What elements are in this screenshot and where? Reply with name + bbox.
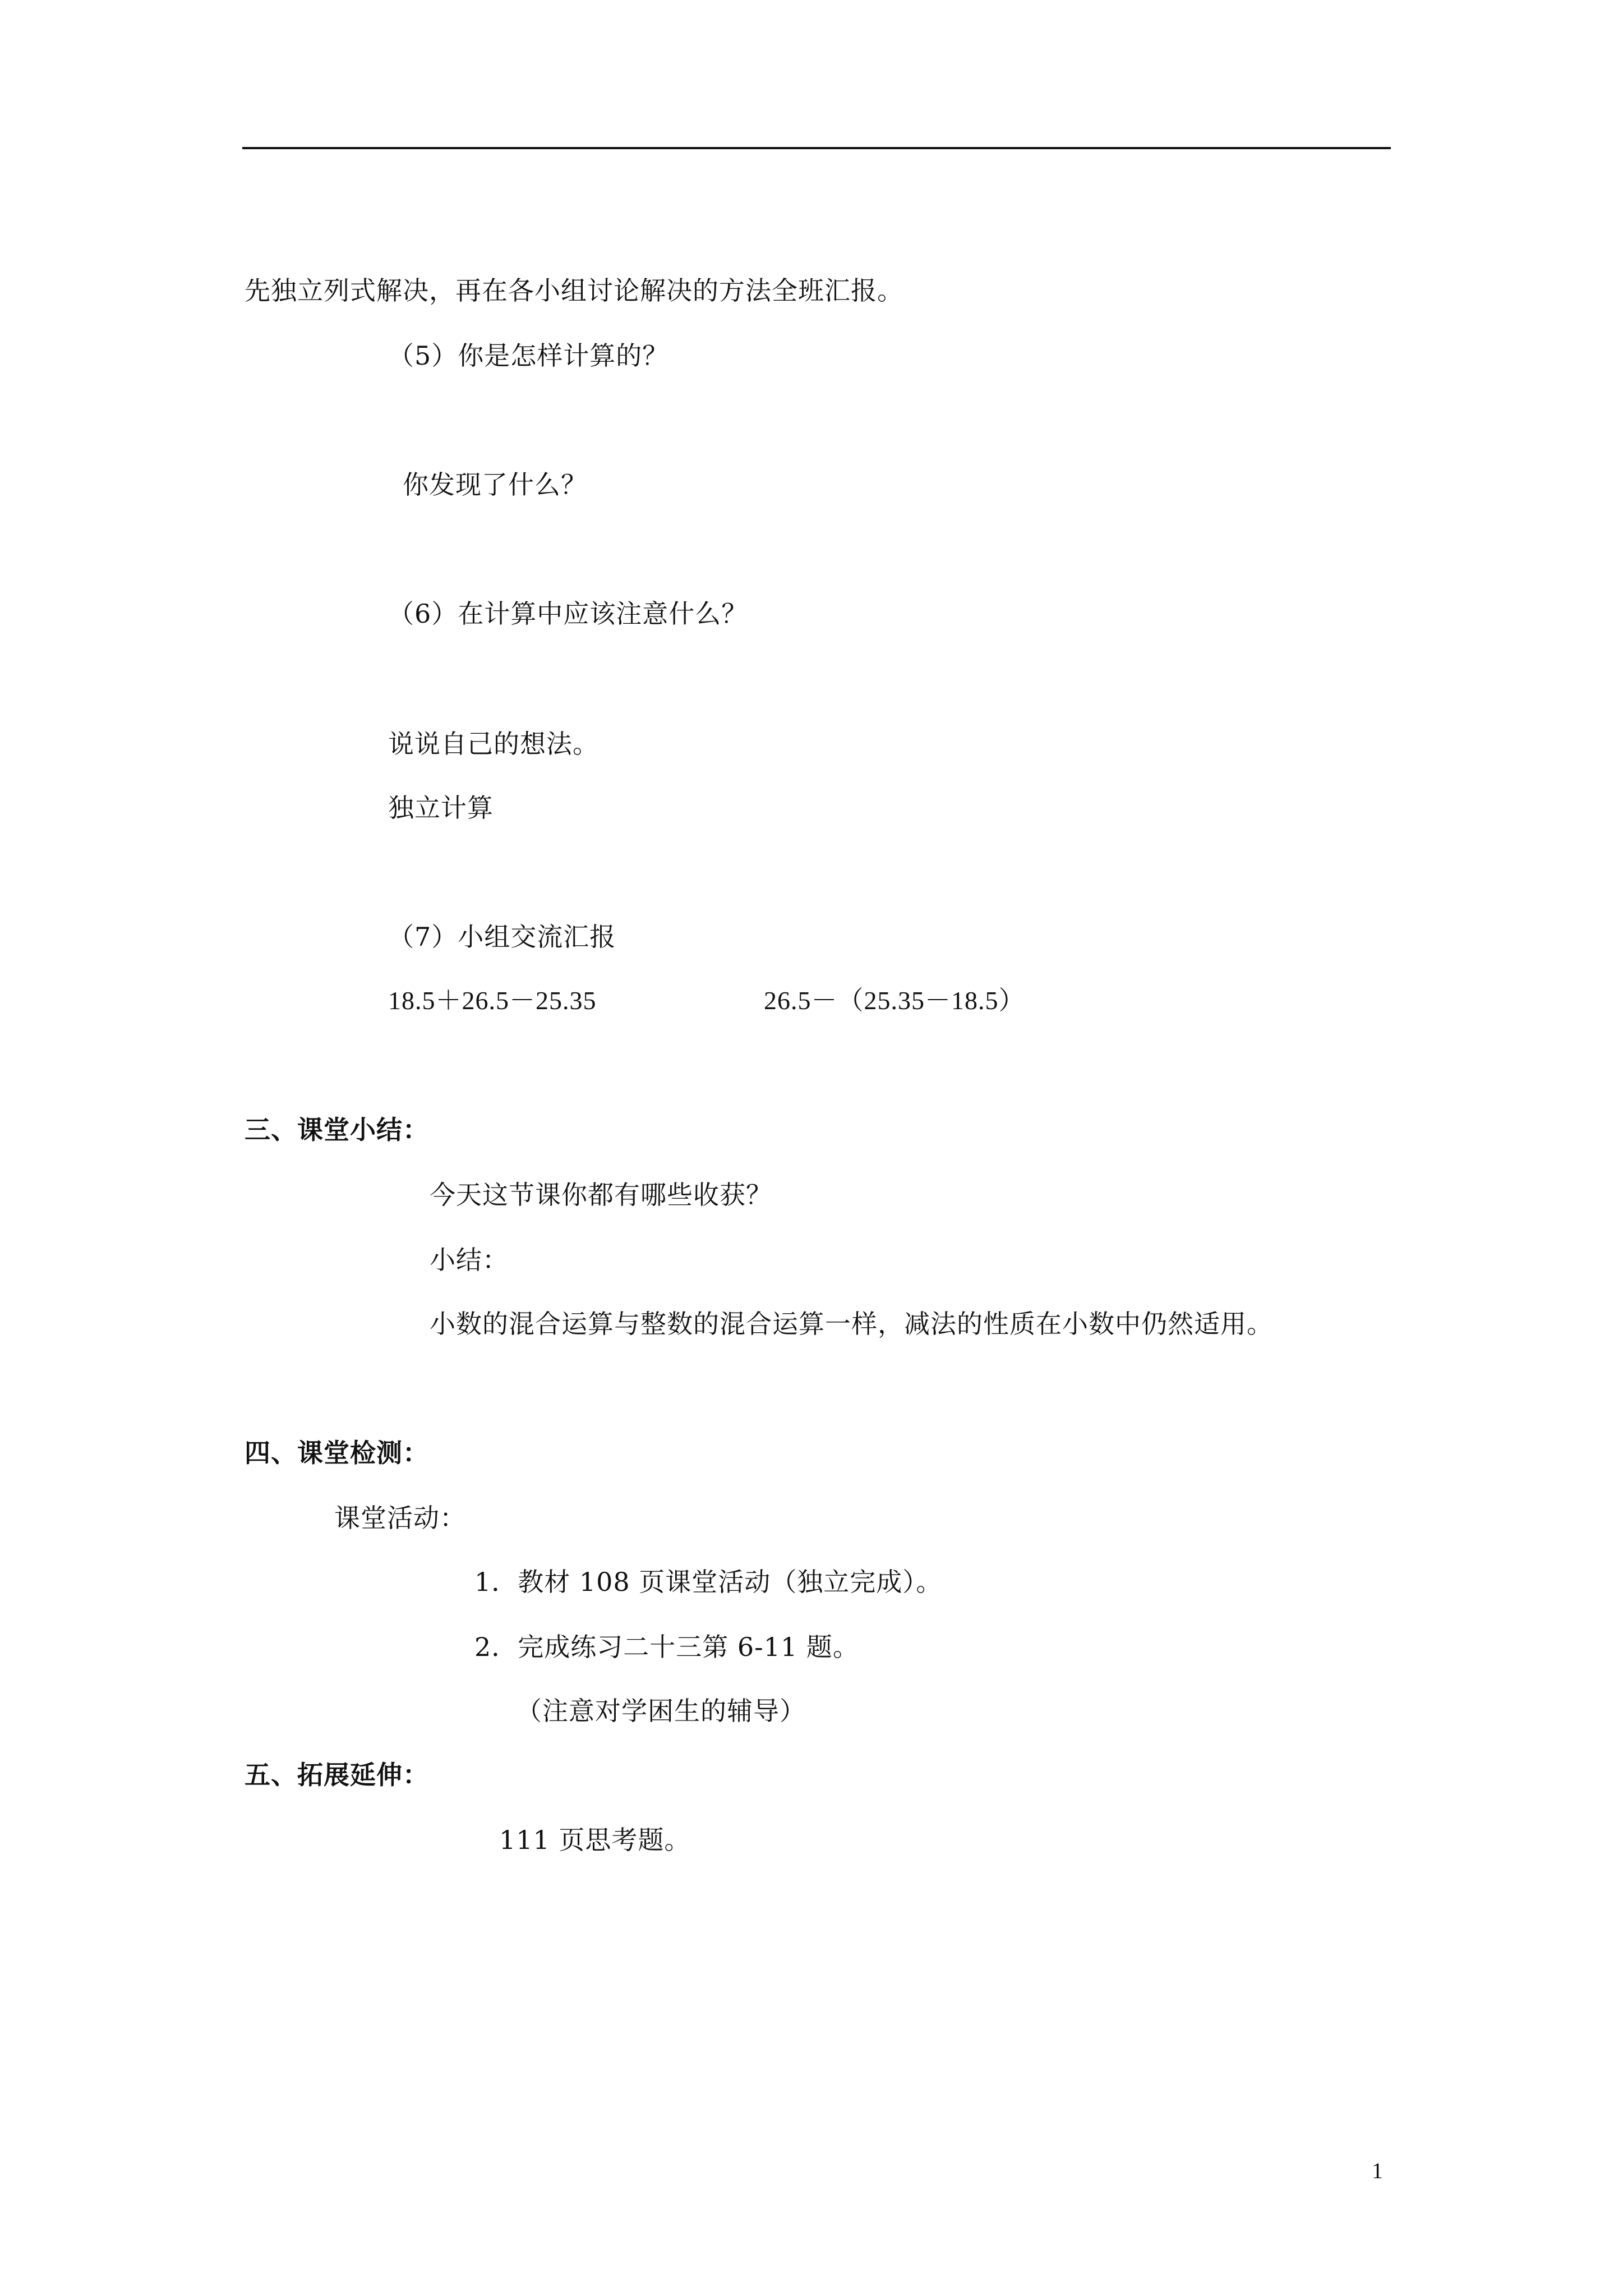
text-line-ideas: 说说自己的想法。 [388, 729, 599, 759]
section-4-note: （注意对学困生的辅导） [516, 1696, 806, 1726]
section-3-question: 今天这节课你都有哪些收获？ [430, 1180, 772, 1210]
expression-2: 26.5－（25.35－18.5） [764, 986, 1025, 1015]
section-4-activity-label: 课堂活动： [334, 1503, 466, 1533]
section-5-heading: 五、拓展延伸： [245, 1760, 429, 1790]
text-line-discovery: 你发现了什么？ [403, 470, 587, 500]
text-line-question-5: （5）你是怎样计算的？ [388, 341, 669, 371]
expression-1: 18.5＋26.5－25.35 [388, 986, 597, 1015]
section-3-summary-label: 小结： [430, 1245, 509, 1275]
section-4-item-1: 1．教材 108 页课堂活动（独立完成）。 [474, 1567, 943, 1597]
section-4-item-2: 2．完成练习二十三第 6-11 题。 [474, 1632, 859, 1662]
section-4-heading: 四、课堂检测： [245, 1438, 429, 1468]
text-line-independent: 独立计算 [388, 793, 494, 823]
section-3-heading: 三、课堂小结： [245, 1115, 429, 1145]
section-5-item: 111 页思考题。 [499, 1825, 691, 1855]
text-line-1: 先独立列式解决，再在各小组讨论解决的方法全班汇报。 [245, 275, 903, 306]
page-number: 1 [1372, 2158, 1383, 2183]
section-3-summary: 小数的混合运算与整数的混合运算一样，减法的性质在小数中仍然适用。 [430, 1309, 1273, 1339]
text-line-question-7: （7）小组交流汇报 [388, 922, 616, 952]
header-rule [242, 147, 1391, 149]
text-line-question-6: （6）在计算中应该注意什么？ [388, 599, 748, 629]
